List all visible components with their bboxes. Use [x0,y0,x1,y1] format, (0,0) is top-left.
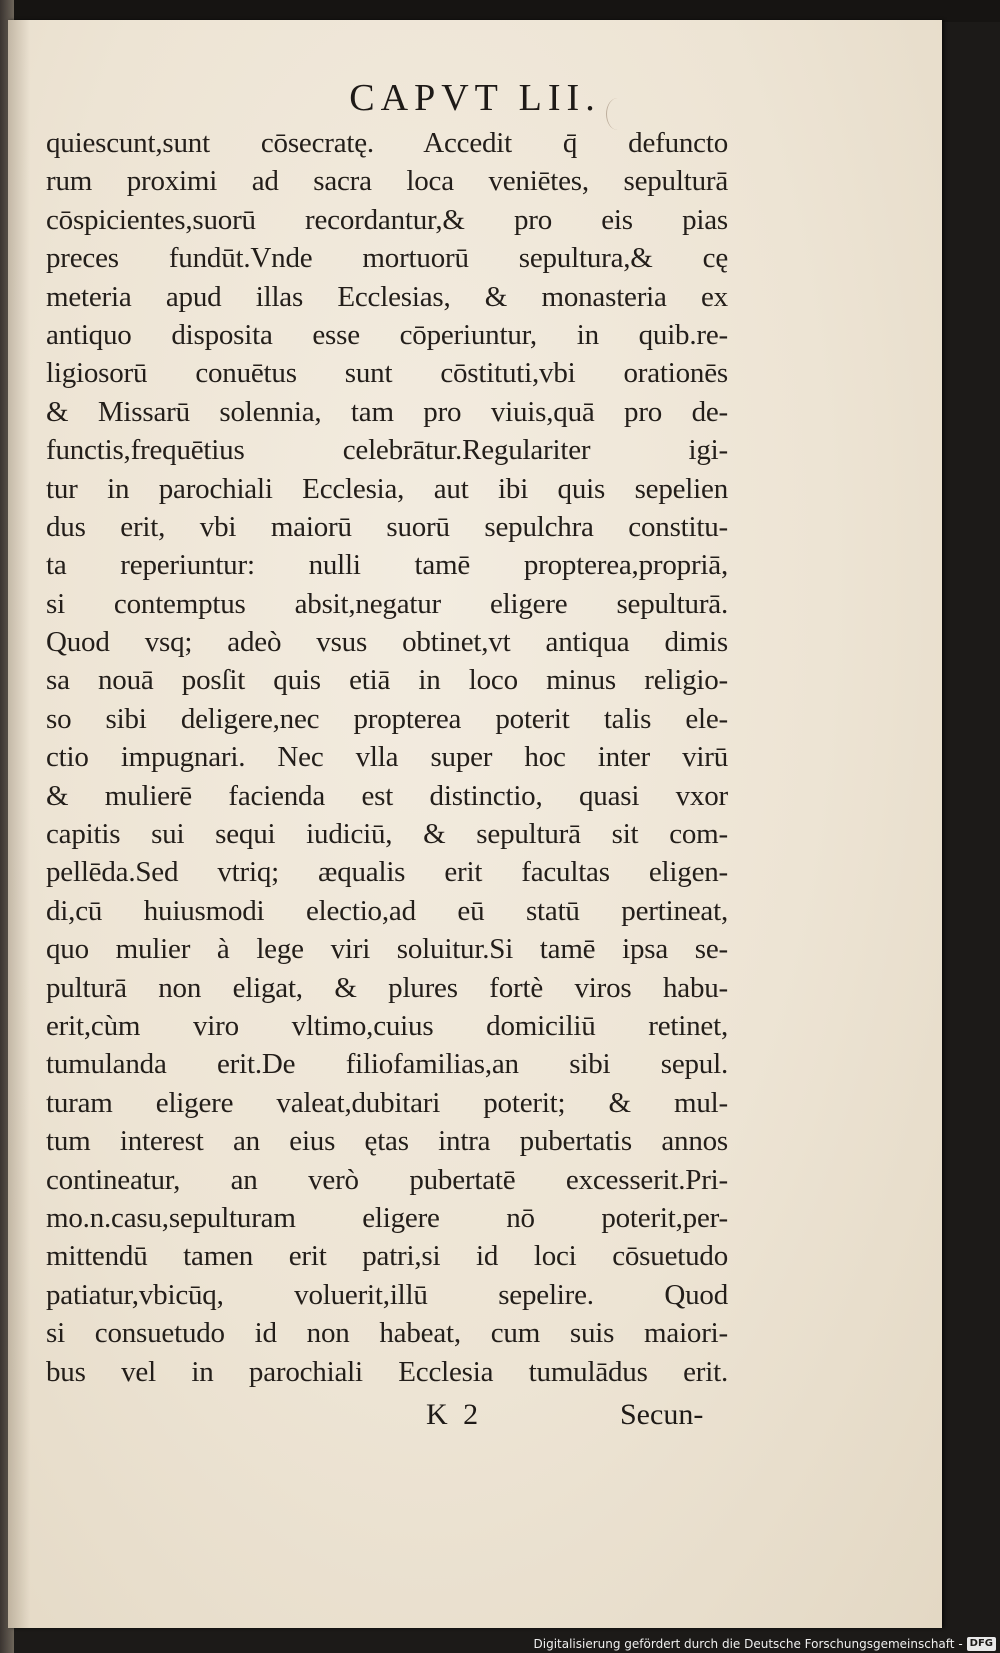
text-line: sa nouā posſit quis etiā in loco minus religio- [46,664,728,697]
text-line: patiatur,vbicūq, voluerit,illū sepelire. Quod [46,1278,728,1311]
footer-credit: Digitalisierung gefördert durch die Deutsche Forschungsgemeinschaft - [533,1637,963,1651]
text-line: si consuetudo id non habeat, cum suis maiori- [46,1317,728,1350]
text-line: & mulierē facienda est distinctio, quasi vxor [46,779,728,812]
text-line: capitis sui sequi iudiciū, & sepulturā sit com- [46,818,728,851]
text-line: pellēda.Sed vtriq; æqualis erit facultas eligen- [46,856,728,889]
digitization-footer [534,1637,997,1651]
text-line: tum interest an eius ętas intra pubertatis annos [46,1125,728,1158]
text-line: antiquo disposita esse cōperiuntur, in quib.re- [46,318,728,351]
scan-background-top [0,0,1000,22]
text-line: preces fundūt.Vnde mortuorū sepultura,& cę [46,242,728,275]
text-line: bus vel in parochiali Ecclesia tumulādus erit. [46,1355,728,1388]
text-line: turam eligere valeat,dubitari poterit; & mul- [46,1086,728,1119]
text-line: quo mulier à lege viri soluitur.Si tamē ipsa se- [46,933,728,966]
text-line: tumulanda erit.De filiofamilias,an sibi sepul. [46,1048,728,1081]
text-line: tur in parochiali Ecclesia, aut ibi quis sepelien [46,472,728,505]
text-line: quiescunt,sunt cōsecratę. Accedit q̄ defuncto [46,127,728,159]
text-line: ctio impugnari. Nec vlla super hoc inter virū [46,741,728,774]
body-text [46,124,728,1391]
text-line: pulturā non eligat, & plures fortè viros habu- [46,971,728,1004]
text-line: si contemptus absit,negatur eligere sepulturā. [46,587,728,620]
text-line: cōspicientes,suorū recordantur,& pro eis pias [46,203,728,236]
text-line: erit,cùm viro vltimo,cuius domiciliū retinet, [46,1009,728,1042]
running-head: CAPVT LII. [349,77,601,119]
text-line: mo.n.casu,sepulturam eligere nō poterit,per- [46,1201,728,1234]
text-line: di,cū huiusmodi electio,ad eū statū pertineat, [46,894,728,927]
text-line: Quod vsq; adeò vsus obtinet,vt antiqua dimis [46,626,728,659]
text-line: rum proximi ad sacra loca veniētes, sepulturā [46,165,728,198]
dfg-logo: DFG [967,1637,996,1651]
text-line: functis,frequētius celebrātur.Regulariter igi- [46,434,728,467]
text-line: dus erit, vbi maiorū suorū sepulchra constitu- [46,510,728,543]
text-line: ligiosorū conuētus sunt cōstituti,vbi orationēs [46,357,728,390]
text-line: meteria apud illas Ecclesias, & monasteria ex [46,280,728,313]
text-line: contineatur, an verò pubertatē excesserit.Pri- [46,1163,728,1196]
signature-mark: K 2 [426,1398,483,1431]
text-line: & Missarū solennia, tam pro viuis,quā pro de- [46,395,728,428]
text-line: mittendū tamen erit patri,si id loci cōsuetudo [46,1240,728,1273]
text-line: ta reperiuntur: nulli tamē propterea,propriā, [46,549,728,582]
book-page [8,20,942,1628]
text-line: so sibi deligere,nec propterea poterit talis ele- [46,702,728,735]
catchword: Secun- [620,1398,704,1431]
